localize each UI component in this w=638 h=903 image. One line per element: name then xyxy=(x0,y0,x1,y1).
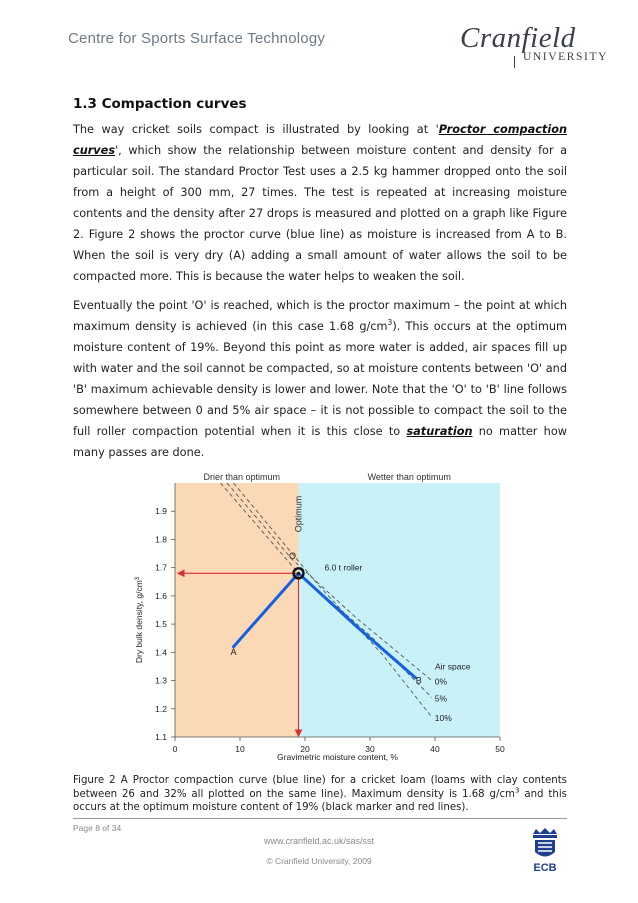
drier-region xyxy=(175,483,299,737)
y-tick-label: 1.4 xyxy=(155,647,167,658)
y-axis-label-text: Dry bulk density, g/cm xyxy=(134,580,144,664)
y-tick-label: 1.5 xyxy=(155,619,167,630)
x-tick-label: 30 xyxy=(365,744,375,754)
caption-superscript: 3 xyxy=(514,786,520,795)
header-title: Centre for Sports Surface Technology xyxy=(68,30,326,47)
y-tick-label: 1.8 xyxy=(155,534,167,545)
air-space-label: 5% xyxy=(434,693,448,704)
point-o-label: O xyxy=(288,551,297,562)
proctor-chart xyxy=(130,470,530,775)
figure-caption xyxy=(73,774,567,815)
p2-text-b: ). This occurs at the optimum moisture content of 19%. Beyond this point as more water is added, air spaces fill up with water and the soil cannot be compacted, so at moisture contents between 'O' and 'B' maximum achievable density is lower and lower. Note that the 'O' to 'B' line follows somewhere between 0 and 5% air space – it is not possible to compact the soil to the full roller compaction potential when it is this close to xyxy=(73,320,567,438)
optimum-label: Optimum xyxy=(293,495,304,533)
point-a-label: A xyxy=(230,647,237,658)
x-axis-label: Gravimetric moisture content, % xyxy=(277,752,398,762)
cranfield-logo xyxy=(460,22,608,66)
logo-divider xyxy=(514,56,515,68)
roller-label: 6.0 t roller xyxy=(324,562,363,573)
y-tick-label: 1.9 xyxy=(155,506,167,517)
x-tick-label: 0 xyxy=(172,744,178,754)
y-axis-label-superscript: 3 xyxy=(135,576,141,581)
saturation-link[interactable]: saturation xyxy=(406,425,473,438)
caption-text-a: Figure 2 A Proctor compaction curve (blue line) for a cricket loam (loams with clay contents between 26 and 32% all plotted on the same line). Maximum density is 1.68 g/cm xyxy=(73,775,567,800)
p2-text-c: no matter how many passes are done. xyxy=(73,425,567,459)
p1-text-b: ', which show the relationship between moisture content and density for a particular soil. The standard Proctor Test uses a 2.5 kg hammer dropped onto the soil from a height of 300 mm, 27 times. The test is repeated at increasing moisture contents and the density after 27 drops is measured and plotted on a graph like Figure 2. Figure 2 shows the proctor curve (blue line) as moisture is increased from A to B. When the soil is very dry (A) adding a small amount of water allows the soil to be compacted more. This is because the water helps to weaken the soil. xyxy=(73,144,567,283)
y-tick-label: 1.2 xyxy=(155,703,167,714)
air-space-label: 10% xyxy=(434,713,452,724)
page-number: Page 8 of 34 xyxy=(73,823,122,833)
ecb-crest-icon xyxy=(528,826,562,862)
optimum-marker-dot xyxy=(297,572,300,575)
caption-text-b: and this occurs at the optimum moisture content of 19% (black marker and red lines). xyxy=(73,788,567,813)
y-tick-label: 1.1 xyxy=(155,732,167,742)
wetter-region xyxy=(299,483,501,737)
y-tick-label: 1.6 xyxy=(155,590,167,601)
point-b-label: B xyxy=(415,675,422,686)
x-tick-label: 40 xyxy=(430,744,440,754)
paragraph-proctor-intro xyxy=(73,119,567,287)
air-space-title: Air space xyxy=(435,661,471,672)
x-tick-label: 20 xyxy=(300,744,310,754)
logo-main-text: Cranfield xyxy=(460,22,576,54)
x-tick-label: 50 xyxy=(495,744,505,754)
footer-divider xyxy=(73,818,567,819)
y-axis-label xyxy=(134,576,144,663)
y-tick-label: 1.7 xyxy=(155,562,167,573)
drier-label: Drier than optimum xyxy=(203,472,281,482)
footer-copyright: © Cranfield University, 2009 xyxy=(266,856,372,866)
p2-text-a: Eventually the point 'O' is reached, which is the proctor maximum – the point at which maximum density is achieved (in this case 1.68 g/cm xyxy=(73,299,567,333)
section-heading: 1.3 Compaction curves xyxy=(73,96,247,112)
paragraph-proctor-maximum xyxy=(73,295,567,463)
ecb-text: ECB xyxy=(533,862,557,874)
wetter-label: Wetter than optimum xyxy=(367,472,451,482)
p1-text-a: The way cricket soils compact is illustrated by looking at ' xyxy=(73,123,439,136)
p2-superscript: 3 xyxy=(387,318,393,328)
proctor-curves-link[interactable]: Proctor compaction curves xyxy=(73,123,567,157)
x-tick-label: 10 xyxy=(235,744,245,754)
air-space-label: 0% xyxy=(434,676,448,687)
footer-url[interactable]: www.cranfield.ac.uk/sas/sst xyxy=(263,836,375,846)
logo-sub-text: UNIVERSITY xyxy=(523,51,608,63)
y-tick-label: 1.3 xyxy=(155,675,167,686)
ecb-logo xyxy=(528,826,562,876)
